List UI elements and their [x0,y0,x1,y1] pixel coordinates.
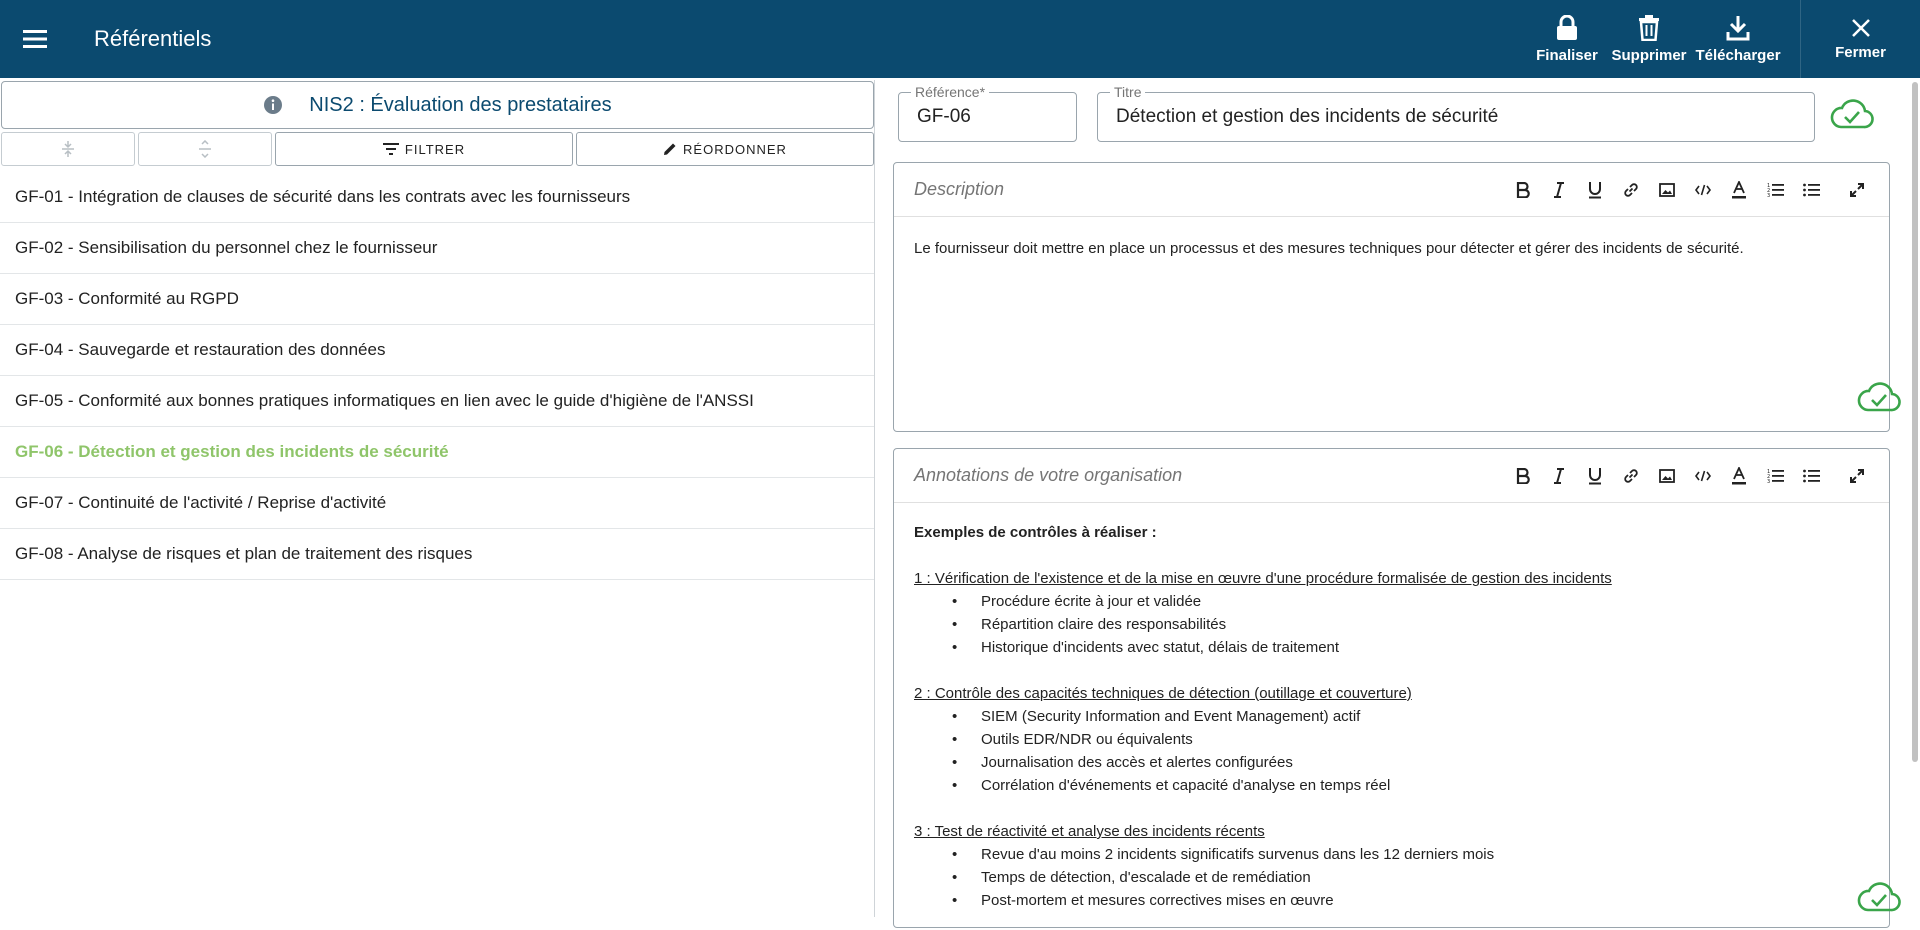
delete-button[interactable] [1608,0,1690,78]
framework-title: NIS2 : Évaluation des prestataires [309,93,612,116]
svg-text:2: 2 [1766,473,1770,480]
reorder-label: RÉORDONNER [683,141,787,157]
bullet-item: • Outils EDR/NDR ou équivalents [952,728,1869,751]
annotations-heading: Exemples de contrôles à réaliser : [914,524,1157,541]
svg-text:1: 1 [1766,468,1770,475]
ordered-list-icon[interactable] [1757,468,1793,484]
link-icon[interactable] [1613,182,1649,198]
title-field[interactable] [1097,84,1815,142]
download-label: Télécharger [1695,46,1781,64]
lock-icon [1555,15,1579,41]
requirements-panel [0,80,875,917]
description-editor [893,162,1890,432]
text-color-icon[interactable] [1721,181,1757,199]
list-item[interactable]: GF-05 - Conformité aux bonnes pratiques informatiques en lien avec le guide d'higiène de l'ANSSI [0,376,874,427]
code-icon[interactable] [1685,184,1721,196]
list-item[interactable]: GF-03 - Conformité au RGPD [0,274,874,325]
collapse-all-button[interactable] [1,132,135,166]
finalize-button[interactable] [1526,0,1608,78]
finalize-label: Finaliser [1536,46,1598,64]
info-icon[interactable] [263,95,283,115]
bullet-item: • SIEM (Security Information and Event Management) actif [952,705,1869,728]
section-title: 3 : Test de réactivité et analyse des incidents récents [914,823,1265,840]
scrollbar[interactable] [1912,82,1918,762]
expand-icon [197,140,213,158]
bullet-item: • Temps de détection, d'escalade et de remédiation [952,866,1869,889]
pencil-icon [663,142,677,156]
bullet-item: • Historique d'incidents avec statut, délais de traitement [952,636,1869,659]
cloud-saved-icon [1857,379,1901,413]
reference-value[interactable]: GF-06 [917,106,971,127]
bullet-item: • Journalisation des accès et alertes configurées [952,751,1869,774]
description-toolbar [894,163,1889,217]
underline-icon[interactable] [1577,467,1613,485]
list-item-selected[interactable]: GF-06 - Détection et gestion des incidents de sécurité [0,427,874,478]
delete-label: Supprimer [1611,46,1687,64]
list-toolbar [1,132,874,166]
close-icon [1851,18,1871,38]
list-item[interactable]: GF-07 - Continuité de l'activité / Reprise d'activité [0,478,874,529]
detail-panel [890,80,1920,917]
italic-icon[interactable] [1541,182,1577,198]
cloud-saved-icon [1830,96,1874,130]
download-button[interactable] [1690,0,1786,78]
image-icon[interactable] [1649,183,1685,197]
menu-icon[interactable] [0,0,70,78]
svg-text:1: 1 [1766,182,1770,189]
bullet-item: • Revue d'au moins 2 incidents significatifs survenus dans les 12 derniers mois [952,843,1869,866]
fullscreen-icon[interactable] [1839,183,1875,197]
filter-button[interactable] [275,132,573,166]
close-label: Fermer [1835,43,1886,61]
cloud-saved-icon [1857,879,1901,913]
reference-field[interactable] [898,84,1077,142]
filter-icon [383,143,399,155]
bold-icon[interactable] [1505,182,1541,198]
title-label: Titre [1110,84,1145,100]
description-body[interactable] [894,217,1889,278]
title-value[interactable]: Détection et gestion des incidents de sécurité [1116,106,1499,127]
expand-all-button[interactable] [138,132,272,166]
bullet-list-icon[interactable] [1793,183,1829,197]
close-button[interactable] [1800,0,1920,78]
svg-text:2: 2 [1766,187,1770,194]
svg-text:3: 3 [1766,192,1770,198]
description-label: Description [914,179,1005,199]
collapse-icon [60,140,76,158]
image-icon[interactable] [1649,469,1685,483]
bullet-item: • Procédure écrite à jour et validée [952,590,1869,613]
list-item[interactable]: GF-08 - Analyse de risques et plan de traitement des risques [0,529,874,580]
bullet-item: • Post-mortem et mesures correctives mises en œuvre [952,889,1869,912]
list-item[interactable]: GF-01 - Intégration de clauses de sécurité dans les contrats avec les fournisseurs [0,172,874,223]
section-title: 1 : Vérification de l'existence et de la mise en œuvre d'une procédure formalisée de gestion des incidents [914,570,1612,587]
filter-label: FILTRER [404,141,466,157]
top-app-bar [0,0,1920,78]
description-text: Le fournisseur doit mettre en place un processus et des mesures techniques pour détecter et gérer des incidents de sécurité. [914,240,1744,257]
link-icon[interactable] [1613,468,1649,484]
annotations-toolbar [894,449,1889,503]
panel-header [1,81,874,129]
annotations-label: Annotations de votre organisation [914,465,1183,485]
ordered-list-icon[interactable] [1757,182,1793,198]
italic-icon[interactable] [1541,468,1577,484]
annotations-body[interactable] [894,503,1889,930]
bullet-list [914,590,1869,659]
bullet-item: • Corrélation d'événements et capacité d'analyse en temps réel [952,774,1869,797]
fullscreen-icon[interactable] [1839,469,1875,483]
bold-icon[interactable] [1505,468,1541,484]
annotations-editor [893,448,1890,928]
underline-icon[interactable] [1577,181,1613,199]
svg-text:3: 3 [1766,478,1770,484]
app-title: Référentiels [94,26,212,51]
text-color-icon[interactable] [1721,467,1757,485]
reorder-button[interactable] [576,132,874,166]
section-title: 2 : Contrôle des capacités techniques de détection (outillage et couverture) [914,685,1412,702]
download-icon [1726,15,1750,41]
bullet-item: • Répartition claire des responsabilités [952,613,1869,636]
list-item[interactable]: GF-04 - Sauvegarde et restauration des données [0,325,874,376]
requirements-list [0,172,874,580]
code-icon[interactable] [1685,470,1721,482]
bullet-list [914,705,1869,797]
reference-label: Référence* [911,84,989,100]
list-item[interactable]: GF-02 - Sensibilisation du personnel chez le fournisseur [0,223,874,274]
bullet-list [914,843,1869,912]
bullet-list-icon[interactable] [1793,469,1829,483]
trash-icon [1638,15,1660,41]
